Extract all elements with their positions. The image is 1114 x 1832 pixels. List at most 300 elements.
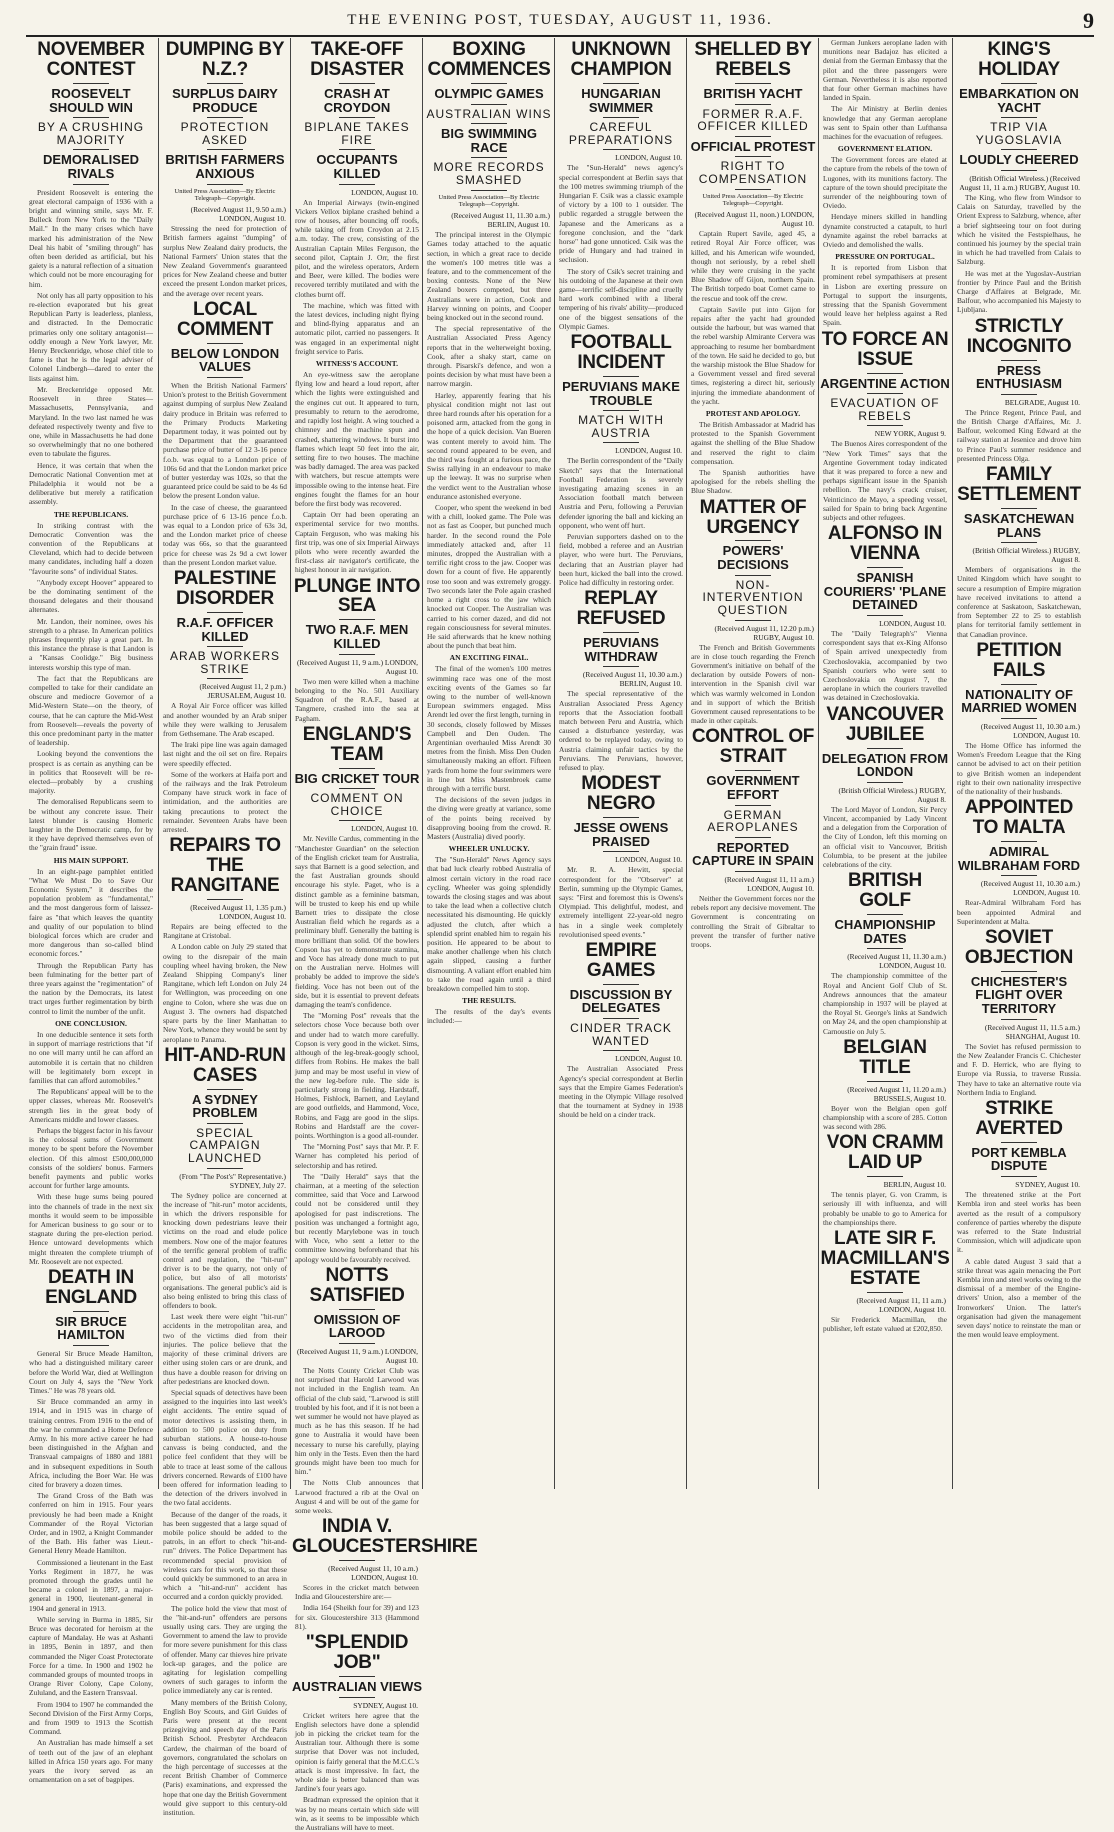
column-6 — [688, 38, 818, 1489]
article-subhead: POWERS' DECISIONS — [717, 543, 789, 573]
article — [820, 1038, 950, 1131]
dateline: (Received August 11, 9 a.m.) LONDON, August 10. — [296, 657, 418, 676]
article-headline: REPAIRS TO THE RANGITANE — [169, 835, 281, 897]
article-subhead: CRASH AT CROYDON — [323, 85, 391, 115]
section-subhead: THE REPUBLICANS. — [53, 509, 129, 519]
paragraph: The Prince Regent, Prince Paul, and the British Charge d'Affaires, Mr. J. Balfour, welcomed King Edward at the railway station at Jesenice and drove him to Prince Paul's summer residence and presented Princess Olga. — [957, 407, 1081, 463]
headline-divider — [603, 632, 639, 633]
article-subhead: SURPLUS DAIRY PRODUCE — [172, 85, 278, 115]
paragraph: Rear-Admiral Wilbraham Ford has been appointed Admiral and Superintendent at Malta. — [957, 898, 1081, 926]
paragraph: The final of the women's 100 metres swimming race was one of the most exciting events of the Games so far owing to the number of well-known European swimmers engaged. Miss Arendt led over the first length, turning in 30 seconds, closely followed by Misses Campbell and Den Ouden. The Argentinian overhauled Miss Arendt 30 metres from the finish. Miss Den Ouden simultaneously making an effort. Fifteen yards from home the four swimmers were in line but Miss Mastenbroek came through with a terrific burst. — [427, 664, 551, 793]
column-rule — [818, 38, 819, 1489]
paragraph: The Notts County Cricket Club was not surprised that Harold Larwood was not included in the English team. An official of the club said, "Larwood is still troubled by his foot, and if it is not been a wet summer he would not have played as much as he has this season. If he had gone to Australia it would have been necessary to nurse his carefully, playing him only in the Tests. Even then the hard grounds might have been too much for him." — [295, 1365, 419, 1477]
article — [688, 40, 818, 496]
article-subhead: PORT KEMBLA DISPUTE — [971, 1144, 1067, 1174]
article-headline: VANCOUVER JUBILEE — [826, 703, 944, 745]
article-headline: MATTER OF URGENCY — [699, 496, 807, 538]
article-subhead: EMBARKATION ON YACHT — [959, 85, 1079, 115]
article-headline: NOTTS SATISFIED — [309, 1264, 405, 1306]
headline-divider — [339, 1309, 375, 1310]
article-headline: TAKE-OFF DISASTER — [310, 39, 404, 80]
dateline: (From "The Post's" Representative.) SYDNEY, July 27. — [179, 1171, 286, 1190]
paragraph: The Soviet has refused permission to the New Zealander Francis C. Chichester and F. D. Herrick, who are flying to Europe via Russia, to traverse Russia. They have to take an alternative route via Northern India to England. — [957, 1041, 1081, 1097]
dateline: (Received August 11, 1.35 p.m.) LONDON, August 10. — [190, 903, 286, 922]
press-credit: United Press Association—By Electric Telegraph—Copyright. — [702, 192, 804, 208]
paragraph: Mr. Landon, their nominee, owes his strength to a phrase. In American politics phrases frequently play a great part. In this instance the phrase is that Landon is a "Kansas Coolidge." Big business interests worship this type of man. — [29, 616, 153, 672]
article-subhead: BRITISH YACHT — [703, 85, 803, 101]
dateline: (Received August 11, 11.20 a.m.) BRUSSELS, August 10. — [847, 1084, 946, 1103]
headline-divider — [73, 184, 109, 185]
paragraph: Sir Frederick Macmillan, the publisher, left estate valued at £202,850. — [823, 1314, 947, 1333]
dateline: (Received August 11, 10 a.m.) LONDON, August 10. — [328, 1564, 418, 1583]
article-headline: TO FORCE AN ISSUE — [821, 328, 949, 370]
headline-divider — [735, 770, 771, 771]
column-7 — [820, 38, 950, 1489]
column-8 — [954, 38, 1084, 1489]
headline-divider — [339, 788, 375, 789]
article — [820, 38, 950, 328]
headline-divider — [603, 817, 639, 818]
headline-divider — [1001, 83, 1037, 84]
paragraph: Hendaye miners skilled in handling dynamite constructed a catapult, to hurl dynamite against the rebel barracks at Oviedo and demolished the walls. — [823, 212, 947, 250]
paragraph: The "Daily Telegraph's" Vienna correspondent says that ex-King Alfonso of Spain arrived unexpectedly from Czechoslovakia, accompanied by two Spanish couriers who were sent to Czechoslovakia on August 7, the aeroplane in which the couriers travelled was detained in Czechoslovakia. — [823, 629, 947, 703]
article — [160, 569, 290, 834]
headline-divider — [603, 666, 639, 667]
paragraph: An Imperial Airways (twin-engined Vickers Vellox biplane crashed behind a row of houses, after bouncing off roofs, while taking off from Croydon at 2.15 a.m. today. The crew, consisting of the Australian Captain Miles Ferguson, the second pilot, Captain J. Orr, the first pilot, and the wireless operators, Ardern and Beer, were killed. The bodies were recovered terribly mutilated and with the clothes burnt off. — [295, 197, 419, 299]
paragraph: The tennis player, G. von Cramm, is seriously ill with influenza, and will probably be unable to go to America for the championships there. — [823, 1190, 947, 1227]
headline-divider — [867, 615, 903, 616]
paragraph: In one deducible sentence it sets forth in support of marriage restrictions that "if no one will marry until he can afford an automobile it is certain that no children will be legitimately born except in families that can afford automobiles." — [29, 1029, 153, 1085]
paragraph: An Australian has made himself a set of teeth out of the jaw of an elephant killed in Africa 150 years ago. For many years the ivory served as an ornamentation on a set of bagpipes. — [29, 1738, 153, 1785]
headline-divider — [867, 914, 903, 915]
headline-divider — [73, 1345, 109, 1346]
paragraph: In striking contrast with the Democratic Convention was the convention of the Republicans at Cleveland, which had to decide between many candidates, including half a dozen "favourite sons" of individual States. — [29, 520, 153, 576]
headline-divider — [1001, 149, 1037, 150]
press-credit: United Press Association—By Electric Telegraph—Copyright. — [438, 193, 540, 209]
dateline: (Received August 11, 9.50 a.m.) LONDON, August 10. — [190, 205, 286, 224]
paragraph: India 164 (Sheikh four for 39) and 123 for six. Gloucestershire 313 (Hammond 81). — [295, 1603, 419, 1631]
paragraph: The decisions of the seven judges in the diving were greatly at variance, some of the points being received by disapproving booing from the crowd. R. Masters (Australia) dived poorly. — [427, 795, 551, 841]
article — [954, 1099, 1084, 1339]
dateline: LONDON, August 10. — [351, 187, 418, 197]
dateline: SYDNEY, August 10. — [353, 1700, 418, 1710]
headline-divider — [1001, 841, 1037, 842]
paragraph: It is reported from Lisbon that prominent rebel sympathisers at present in Lisbon are exerting pressure on Portugal to support the insurgents, stressing that the Spanish Government would leave her helpless against a Red Spain. — [823, 263, 947, 328]
headline-divider — [207, 343, 243, 344]
headline-divider — [207, 117, 243, 118]
paragraph: Perhaps the biggest factor in his favour is the colossal sums of Government money to be spent before the November election. Of this almost £500,000,000 consists of the soldiers' bonus. Farmers benefit payments and public works account for further large amounts. — [29, 1125, 153, 1191]
paragraph: The Air Ministry at Berlin denies knowledge that any German aeroplane was sent to Spain other than Lufthansa machines for the evacuation of refugees. — [823, 104, 947, 142]
headline-divider — [1001, 718, 1037, 719]
article-subhead: CHICHESTER'S FLIGHT OVER TERRITORY — [970, 973, 1068, 1017]
article — [954, 317, 1084, 463]
paragraph: The British Ambassador at Madrid has protested to the Spanish Government against the shelling of the Blue Shadow and reserved the right to claim compensation. — [691, 419, 815, 466]
paragraph: Mr. Neville Cardus, commenting in the "Manchester Guardian" on the selection of the English cricket team for Australia, says that Barnett is a good selection, and the fast Australian grounds should encourage his style. Paget, who is a distinct gamble as a feminine batsman, will be trusted to keep his end up while Barnett tries to dissipate the close Australian field which he regards as a preliminary bluff. Generally the batting is more brilliant than solid. Of the bowlers Copson has yet to demonstrate stamina, and Voce has already done much to put on the Australian nerve. Holmes will probably be added to improve the side's fielding. Voce has not been out of the side, but it is essential to prevent defeats damaging the team's confidence. — [295, 834, 419, 1010]
paragraph: An eye-witness saw the aeroplane flying low and heard a loud report, after which the lights were extinguished and the engines cut out. It appeared to turn, presumably to return to the aerodrome, and rapidly lost height. A wing touched a chimney and the machine spun and crashed, shattering windows. It burst into flames which leapt 50 feet into the air, setting fire to two houses. The machine was badly damaged. The area was packed with watchers, but rescue attempts were impossible owing to the intense heat. Fire engines fought the flames for an hour before the first body was recovered. — [295, 370, 419, 508]
headline-divider — [339, 117, 375, 118]
headline-divider — [867, 748, 903, 749]
paragraph: The special representative of the Australian Associated Press Agency reports that in the welterweight boxing, Cook, after a shaky start, came on through. Pisarski's defence, and won a points decision by what must have been a narrow margin. — [427, 324, 551, 389]
paragraph: Many members of the British Colony, English Boy Scouts, and Girl Guides of Paris were present at the recent prizegiving and speech day of the Paris British School. Presbyter Archdeacon Cardew, the chairman of the board of governors, congratulated the scholars on the high percentage of successes at the recent British Chamber of Commerce (Paris) examinations, and expressed the hope that one day the British Government would give support to this century-old institution. — [163, 1697, 287, 1818]
paragraph: Some of the workers at Haifa port and of the railways and the Irak Petroleum Company have struck work in face of intimidation, and the authorities are taking precautions to protect the remainder. Seventeen Arabs have been arrested. — [163, 769, 287, 835]
article-headline: DEATH IN ENGLAND — [45, 1266, 137, 1308]
dateline: (Received August 11, noon.) LONDON, August 10. — [694, 210, 814, 229]
headline-divider — [735, 136, 771, 137]
article — [954, 928, 1084, 1097]
paragraph: Repairs are being effected to the Rangitane at Cristobal. — [163, 922, 287, 941]
paragraph: The "Sun-Herald" news agency's special correspondent at Berlin says that the 100 metres swimming triumph of the Hungarian F. Csik was a classic example of victory by a 100 to 1 outsider. The public regarded a struggle between the Japanese and the Americans as a foregone conclusion, and the "dark horse" had gone unnoticed. Csik was the pride of Hungary and had trained in seclusion. — [559, 163, 683, 265]
headline-divider — [867, 948, 903, 949]
headline-divider — [471, 157, 507, 158]
article-subhead: DEMORALISED RIVALS — [42, 152, 140, 181]
headline-divider — [207, 1168, 243, 1169]
paragraph: Boyer won the Belgian open golf championship with a score of 285. Cotton was second with 286. — [823, 1103, 947, 1132]
article-headline: KING'S HOLIDAY — [978, 39, 1060, 80]
paragraph: Members of organisations in the United Kingdom which have sought to secure a resumption of Empire migration have received invitations to attend a conference at Saskatoon, Saskatchewan, from September 22 to 25 to establish plans for territorial family settlement in that Canadian province. — [957, 565, 1081, 639]
article-subhead: PERUVIANS MAKE TROUBLE — [562, 378, 680, 408]
paragraph: Captain Savile put into Gijon for repairs after the yacht had grounded outside the harbour, but was warned that the rebel warship Almirante Cervera was approaching to resume her bombardment of the town. He said he decided to go, but the warship mistook the Blue Shadow for a Government vessel and fired several times, registering a direct hit, seriously injuring the immediate abandonment of the yacht. — [691, 304, 815, 406]
dateline: (British Official Wireless.) RUGBY, August 8. — [838, 785, 946, 804]
dateline: (Received August 11, 10.30 a.m.) LONDON, August 10. — [980, 879, 1080, 898]
article — [26, 1268, 156, 1785]
paragraph: Last week there were eight "hit-run" accidents in the metropolitan area, and two of the victims died from their injuries. The police believe that the majority of these criminal drivers are either using stolen cars or are drunk, and thus have a double reason for driving on after pedestrians are knocked down. — [163, 1312, 287, 1386]
paragraph: While serving in Burma in 1885, Sir Bruce was decorated for heroism at the capture of Mandalay. He was at Ashanti in 1895, Benin in 1897, and then commanded the Niger Coast Protectorate Force for a time. In 1900 and 1902 he commanded groups of mounted troops in Orange River Colony, Cape Colony, Zululand, and the Eastern Transvaal. — [29, 1614, 153, 1698]
paragraph: Two men were killed when a machine belonging to the No. 501 Auxiliary Squadron of the R.A.F., based at Tangmere, crashed into the sea at Pagham. — [295, 676, 419, 723]
headline-divider — [735, 837, 771, 838]
dateline: (Received August 11, 11 a.m.) LONDON, August 10. — [724, 875, 814, 893]
paragraph: In the case of cheese, the guaranteed purchase price of 6 13-16 pence f.o.b. was equal to a London price of 63s 3d, and the London market price of cheese today was 66s, so that the guaranteed price for cheese was 2s 9d a cwt lower than the present London market value. — [163, 502, 287, 567]
headline-divider — [1001, 508, 1037, 509]
dateline: (Received August 11, 12.20 p.m.) RUGBY, August 10. — [714, 623, 814, 642]
headline-divider — [735, 805, 771, 806]
paragraph: The Government forces are elated at the capture from the rebels of the town of Lugones, with its munitions factory. The capture of the town should precipitate the surrender of the neighbouring town of Oviedo. — [823, 155, 947, 211]
dateline: (Received August 11, 11 a.m.) LONDON, August 10. — [856, 1295, 946, 1314]
headline-divider — [603, 851, 639, 852]
article — [820, 705, 950, 870]
paragraph: The Sydney police are concerned at the increase of "hit-run" motor accidents, in which the drivers responsible for knocking down pedestrians leave their victims on the road and elude police members. Now one of the major features of the terrific general problem of traffic control and regulation, the "hit-run" driver is to be the quarry, not only of police, but also of all motorists' organisations. The general public's aid is also being enlisted to bring this class of offenders to book. — [163, 1190, 287, 1311]
article-headline: BELGIAN TITLE — [843, 1036, 927, 1078]
paragraph: The threatened strike at the Port Kembla iron and steel works has been averted as the result of a compulsory conference of parties whereby the dispute was referred to the State Industrial Commission, which will adjudicate upon it. — [957, 1190, 1081, 1255]
headline-divider — [1001, 971, 1037, 972]
paragraph: In an eight-page pamphlet entitled "What We Must Do to Save Our Economic System," it describes the population problem as "fundamental," and the most dangerous form of laissez-faire as "that which leaves the quantity and quality of our population to blind biological forces which are cruder and more dangerous than so-called blind economic forces." — [29, 866, 153, 959]
article-subhead: BY A CRUSHING MAJORITY — [37, 120, 145, 147]
article-headline: EMPIRE GAMES — [585, 939, 657, 981]
section-subhead: AN EXCITING FINAL. — [449, 653, 529, 663]
section-subhead: WHEELER UNLUCKY. — [448, 844, 530, 854]
dateline: (British Official Wireless.) RUGBY, August 8. — [972, 546, 1080, 565]
column-rule — [686, 38, 687, 1489]
article-headline: BRITISH GOLF — [848, 870, 922, 912]
column-rule — [290, 38, 291, 1489]
headline-divider — [471, 190, 507, 191]
dateline: LONDON, August 10. — [879, 619, 946, 629]
column-3 — [292, 38, 478, 1832]
article-headline: BOXING COMMENCES — [427, 39, 551, 80]
article — [688, 498, 818, 726]
headline-divider — [339, 619, 375, 620]
column-rule — [952, 38, 953, 1489]
headline-divider — [735, 189, 771, 190]
headline-divider — [1001, 1142, 1037, 1143]
headline-divider — [339, 820, 375, 821]
article-subhead: COMMENT ON CHOICE — [310, 791, 404, 818]
article-headline: "SPLENDID JOB" — [305, 1632, 409, 1673]
headline-divider — [603, 149, 639, 150]
article-subhead: SIR BRUCE HAMILTON — [55, 1313, 127, 1343]
article — [160, 836, 290, 1043]
article — [556, 333, 686, 587]
article — [292, 577, 422, 723]
paragraph: "Anybody except Hoover" appeared to be the dominating sentiment of the thousand delegates and their thousand alternates. — [29, 577, 153, 615]
headline-divider — [207, 678, 243, 679]
article-subhead: PERUVIANS WITHDRAW — [583, 635, 659, 664]
paragraph: Captain Orr had been operating an experimental service for two months. Captain Ferguson, who was making his first trip, was one of six Imperial Airways pilots who were recently awarded the first-class air navigator's certificate, the highest honour in air navigation. — [295, 510, 419, 575]
headline-divider — [339, 1560, 375, 1561]
headline-divider — [1001, 1019, 1037, 1020]
article-subhead: BIPLANE TAKES FIRE — [304, 120, 410, 147]
paragraph: The "Sun-Herald" News Agency says that bad luck clearly robbed Australia of almost certain victory in the road race cycling. Wheeler was going splendidly towards the closing stages and was about to take the lead when a collective clutch necessitated his dismounting. He quickly adjusted the clutch, after which a splendid sprint enabled him to regain his position. He appeared to be about to make another challenge when his clutch again slipped, causing a further dismounting. A valiant effort enabled him to take the road again until a third breakdown compelled him to stop. — [427, 855, 551, 994]
headline-divider — [73, 117, 109, 118]
article-subhead: HUNGARIAN SWIMMER — [581, 85, 661, 115]
article-subhead: ADMIRAL WILBRAHAM FORD — [957, 844, 1081, 873]
article-headline: PALESTINE DISORDER — [173, 568, 277, 609]
headline-divider — [867, 782, 903, 783]
article — [556, 589, 686, 772]
headline-divider — [339, 654, 375, 655]
article-subhead: NATIONALITY OF MARRIED WOMEN — [961, 686, 1077, 716]
dateline: (Received August 11, 9 a.m.) LONDON, August 10. — [296, 1346, 418, 1365]
headline-divider — [603, 83, 639, 84]
headline-divider — [73, 1311, 109, 1312]
paragraph: The Republicans' appeal will be to the upper classes, whereas Mr. Roosevelt's strength lies in the great body of Americans middle and lower classes. — [29, 1087, 153, 1124]
article — [292, 1516, 478, 1631]
article-subhead: BELOW LONDON VALUES — [170, 345, 280, 375]
paragraph: The fact that the Republicans are compelled to take for their candidate an obscure and mediocre Governor of a Mid-Western State—on the theory, of course, that he can capture the Mid-West from Roosevelt—reveals the poverty of this once predominant party in the matter of leadership. — [29, 673, 153, 748]
paragraph: He was met at the Yugoslav-Austrian frontier by Prince Paul and the British Charge d'Affaires at Belgrade, Mr. Balfour, who accompanied his Majesty to Ljubljana. — [957, 268, 1081, 315]
paragraph: Mr. R. A. Hewitt, special correspondent for the "Observer" at Berlin, summing up the Olympic Games, says: "First and foremost this is Owens's Olympiad. This delightful, modest, and extremely intelligent 22-year-old negro has in a single week completely revolutionised speed events." — [559, 865, 683, 939]
paragraph: With these huge sums being poured into the channels of trade in the next six months it would seem to be impossible for American business to go sour or to stagnate during the pre-election period. Hence untoward developments which might threaten the complete triumph of Mr. Roosevelt are not expected. — [29, 1192, 153, 1266]
paragraph: The principal interest in the Olympic Games today attached to the aquatic section, in which a great race to decide the women's 100 metres title was a feature, and to the commencement of the boxing contests. None of the New Zealand boxers competed, but three Australians were in action, Cook and Harvey winning on points, and Cooper being knocked out in the second round. — [427, 230, 551, 322]
article-subhead: OMISSION OF LAROOD — [313, 1311, 401, 1341]
headline-divider — [735, 620, 771, 621]
paragraph: Scores in the cricket match between India and Gloucestershire are:— — [295, 1583, 419, 1602]
section-subhead: PROTEST AND APOLOGY. — [705, 408, 801, 418]
article-subhead: A SYDNEY PROBLEM — [192, 1091, 258, 1121]
headline-divider — [603, 442, 639, 443]
dateline: (Received August 11, 2 p.m.) JERUSALEM, August 10. — [199, 682, 286, 701]
paragraph: Harley, apparently fearing that his physical condition might not last out three hard rounds after his operation for a poisoned arm, attacked from the gong in the hope of a quick decision. Van Bueren was content merely to avoid him. The second round appeared to be even, and the third was fought at a furious pace, the Swiss rallying in an endeavour to make up the leeway. It was no surprise when the verdict went to the Australian whose endurance astonished everyone. — [427, 390, 551, 501]
article — [556, 941, 686, 1120]
dateline: SYDNEY, August 10. — [1015, 1180, 1080, 1190]
headline-divider — [339, 184, 375, 185]
article — [292, 1266, 422, 1515]
article — [292, 725, 422, 1264]
headline-divider — [603, 376, 639, 377]
paragraph: German Junkers aeroplane laden with munitions near Badajoz has elicited a denial from the German Embassy that the pilot and the three passengers were German. Nevertheless it is also reported that four other German machines have landed in Spain. — [823, 38, 947, 103]
article-headline: MODEST NEGRO — [581, 773, 661, 815]
headline-divider — [867, 393, 903, 394]
article-subhead: R.A.F. OFFICER KILLED — [176, 614, 274, 644]
paragraph: The "Daily Herald" says that the chairman, at a meeting of the selection committee, said that Voce and Larwood could not be considered until they apologised for past indiscretions. The position was unchanged a fortnight ago, but recently Marylebone was in touch with Voce, who sent a letter to the committee knowing beforehand that his apology would be favourably received. — [295, 1171, 419, 1264]
paragraph: The Buenos Aires correspondent of the "New York Times" says that the Argentine Government today indicated that it was prepared to force a new and perhaps significant issue in the Spanish rebellion. The navy's crack cruiser, Veinticinco de Mayo, a speeding vessel, sailed for Spain to bring back Argentine subjects and other refugees. — [823, 439, 947, 523]
article-headline: INDIA V. GLOUCESTERSHIRE — [292, 1516, 478, 1558]
article — [820, 330, 950, 523]
article-subhead: ARGENTINE ACTION — [820, 375, 950, 391]
headline-divider — [471, 83, 507, 84]
dateline: (British Official Wireless.) (Received August 11, 11 a.m.) RUGBY, August 10. — [959, 173, 1080, 192]
article-headline: FOOTBALL INCIDENT — [570, 332, 672, 373]
paragraph: The Berlin correspondent of the "Daily Sketch" says that the International Football Federation is severely investigating amazing scenes in an Association football match between Austria and Peru, following a Peruvian defender ignoring the ball and kicking an opponent, who went off hurt. — [559, 456, 683, 530]
article — [820, 1229, 950, 1333]
headline-divider — [1001, 394, 1037, 395]
paragraph: The results of the day's events included:— — [427, 1007, 551, 1026]
column-5 — [556, 38, 686, 1489]
article — [160, 40, 290, 298]
headline-divider — [207, 149, 243, 150]
paragraph: The Lord Mayor of London, Sir Percy Vincent, accompanied by Lady Vincent and a delegation from the Corporation of the City of London, left this morning on an official visit to Vancouver, British Columbia, to be present at the jubilee celebrations of the city. — [823, 804, 947, 870]
headline-divider — [1001, 117, 1037, 118]
article-subhead: EVACUATION OF REBELS — [830, 396, 940, 423]
paragraph: A cable dated August 3 said that a strike threat was again menacing the Port Kembla iron and steel works owing to the dismissal of a member of the Engine-drivers' Union, also a member of the Ironworkers' Union. The latter's organisation had given the management seven days' notice to reinstate the man or the men would leave employment. — [957, 1256, 1081, 1340]
paragraph: The "Morning Post" reveals that the selectors chose Voce because both over and under had to watch more carefully. Copson is very good in the wicket. Sims, although of the leg-break-googly school, differs from Robins. He makes the ball jump and may be most useful in view of the new leg-before rule. The side is particularly strong in fielding. Hardstaff, Holmes, Fishlock, Barnett, and Leyland are good outfields, and Hammond, Voce, Robins, and Fagg are good in the slips. Robins and Hardstaff are the cover-points. Worthington is a good all-rounder. — [295, 1011, 419, 1140]
dateline: (Received August 11, 11.30 a.m.) LONDON, August 10. — [847, 952, 946, 971]
section-subhead: THE RESULTS. — [462, 996, 516, 1006]
article-subhead: JESSE OWENS PRAISED — [573, 820, 669, 849]
paragraph: The special representative of the Australian Associated Press Agency reports that the Association football match between Peru and Austria, which caused a disturbance yesterday, was ordered to be replayed today, owing to Austria claiming unfair tactics by the Peruvians. The Peruvians, however, refused to play. — [559, 689, 683, 772]
article-subhead: CHAMPIONSHIP DATES — [834, 917, 936, 946]
article-headline: LATE SIR F. MACMILLAN'S ESTATE — [820, 1227, 950, 1289]
article — [160, 1046, 290, 1818]
article-subhead: DISCUSSION BY DELEGATES — [569, 986, 673, 1016]
column-1 — [26, 38, 156, 1785]
headline-divider — [867, 567, 903, 568]
headline-divider — [471, 123, 507, 124]
article-subhead: PROTECTION ASKED — [180, 120, 270, 147]
article-subhead: CAREFUL PREPARATIONS — [568, 120, 674, 147]
paragraph: The machine, which was fitted with the latest devices, including night flying and blind-flying apparatus and an automatic pilot, carried no passengers. It was engaged in an experimental night freight service to Paris. — [295, 300, 419, 356]
article-headline: FAMILY SETTLEMENT — [957, 464, 1081, 505]
article-subhead: REPORTED CAPTURE IN SPAIN — [692, 839, 814, 869]
dateline: LONDON, August 10. — [615, 446, 682, 456]
article-headline: REPLAY REFUSED — [576, 588, 666, 630]
headline-divider — [207, 646, 243, 647]
article — [954, 40, 1084, 315]
dateline: LONDON, August 10. — [615, 855, 682, 865]
masthead-title: THE EVENING POST, TUESDAY, AUGUST 11, 1936. — [347, 12, 773, 28]
headline-divider — [339, 1697, 375, 1698]
article-subhead: DELEGATION FROM LONDON — [821, 750, 949, 780]
headline-divider — [1001, 542, 1037, 543]
article-subhead: GOVERNMENT EFFORT — [706, 773, 800, 802]
paragraph: Special squads of detectives have been assigned to the inquiries into last week's eight accidents. The entire squad of motor detectives is assisting them, in addition to 500 police on duty from suburban stations. A house-to-house canvass is being conducted, and the police feel confident that they will be able to trace at least some of the callous drivers concerned. Rewards of £100 have been offered for information leading to the detection of the drivers involved in the two fatal accidents. — [163, 1387, 287, 1508]
paragraph: The Notts Club announces that Larwood fractured a rib at the Oval on August 4 and will be out of the game for some weeks. — [295, 1478, 419, 1515]
headline-divider — [207, 1089, 243, 1090]
article-headline: CONTROL OF STRAIT — [691, 726, 815, 768]
dateline: (Received August 11, 11.30 a.m.) BERLIN, August 10. — [451, 211, 550, 230]
dateline: BERLIN, August 10. — [883, 1180, 946, 1190]
article — [820, 524, 950, 702]
column-rule — [158, 38, 159, 1489]
headline-divider — [735, 871, 771, 872]
article — [556, 40, 686, 331]
article-subhead: SPECIAL CAMPAIGN LAUNCHED — [187, 1125, 262, 1166]
article — [292, 40, 422, 575]
paragraph: Sir Bruce commanded an army in 1914, and in 1915 was in charge of training centres. From 1916 to the end of the war he commanded a Home Defence Army. In his more active career he had been distinguished in the Afghan and Transvaal campaigns of 1880 and 1881 and in subsequent expeditions in South Africa, including the Boer War. He was cited for bravery a dozen times. — [29, 1397, 153, 1489]
headline-divider — [207, 612, 243, 613]
dateline: (Received August 11, 11.5 a.m.) SHANGHAI, August 10. — [984, 1022, 1080, 1041]
paragraph: The police hold the view that most of the "hit-and-run" offenders are persons usually using cars. They are urging the Government to amend the law to provide for more severe punishment for this class of offender. Many car thieves hire private lock-up garages, and the police are agitating for legislation compelling owners of such garages to inform the police immediately any car is rented. — [163, 1603, 287, 1696]
headline-divider — [1001, 1176, 1037, 1177]
section-subhead: PRESSURE ON PORTUGAL. — [835, 252, 935, 262]
headline-divider — [867, 425, 903, 426]
headline-divider — [339, 768, 375, 769]
headline-divider — [735, 575, 771, 576]
dateline: (Received August 11, 10.30 a.m.) BERLIN, August 10. — [582, 670, 682, 689]
paragraph: From 1904 to 1907 he commanded the Second Division of the First Army Corps, and from 1909 to 1913 the Scottish Command. — [29, 1699, 153, 1737]
headline-divider — [207, 377, 243, 378]
article-headline: PLUNGE INTO SEA — [293, 575, 421, 617]
headline-divider — [207, 1123, 243, 1124]
dateline: LONDON, August 10. — [351, 824, 418, 834]
dateline: LONDON, August 10. — [615, 153, 682, 163]
article-subhead: MATCH WITH AUSTRIA — [578, 413, 664, 440]
article-headline: ALFONSO IN VIENNA — [827, 523, 943, 565]
paragraph: Neither the Government forces nor the rebels report any decisive movement. The Government is concentrating on controlling the Strait of Gibraltar to prevent the transfer of further native troops. — [691, 894, 815, 950]
paragraph: Stressing the need for protection of British farmers against "dumping" of surplus New Zealand dairy products, the National Farmers' Union states that the New Zealand Government's guaranteed prices for New Zealand cheese and butter exceed the present London market prices, and the average over recent years. — [163, 224, 287, 298]
masthead-rule — [26, 35, 1094, 37]
headline-divider — [1001, 170, 1037, 171]
article-headline: PETITION FAILS — [976, 639, 1062, 681]
article — [688, 727, 818, 949]
article-headline: HIT-AND-RUN CASES — [164, 1044, 286, 1086]
headline-divider — [867, 1176, 903, 1177]
article — [820, 1133, 950, 1227]
paragraph: Looking beyond the conventions the prospect is as certain as anything can be in politics that Roosevelt will be re-elected—probably by a crushing majority. — [29, 749, 153, 796]
article-subhead: AUSTRALIAN WINS — [426, 106, 552, 121]
headline-divider — [603, 117, 639, 118]
article-subhead: TRIP VIA YUGOSLAVIA — [975, 120, 1063, 147]
dateline: LONDON, August 10. — [615, 1054, 682, 1064]
paragraph: A London cable on July 29 stated that owing to the disrepair of the main coupling wheel having broken, the New Zealand Shipping Company's liner Rangitane, which left London on July 24 for Wellington, was proceeding on one engine to Colon, where she was due on August 3. The owners had dispatched spare parts by the liner Manhattan to New York, whence they would be sent by aeroplane to Panama. — [163, 942, 287, 1044]
column-4 — [424, 38, 554, 1489]
article-headline: SHELLED BY REBELS — [694, 39, 812, 80]
headline-divider — [207, 184, 243, 185]
headline-divider — [735, 83, 771, 84]
section-subhead: WITNESS'S ACCOUNT. — [315, 359, 399, 369]
paragraph: Cricket writers here agree that the English selectors have done a splendid job in picking the cricket team for the Australian tour. Although there is some surprise that Dover was not included, opinion is fairly general that the M.C.C.'s attack is most impressive. In fact, the whole side is better balanced than was Jardine's four years ago. — [295, 1710, 419, 1794]
article — [424, 40, 554, 1026]
press-credit: United Press Association—By Electric Telegraph—Copyright. — [174, 187, 276, 203]
article-subhead: ROOSEVELT SHOULD WIN — [49, 85, 133, 115]
paragraph: Captain Rupert Savile, aged 45, a retired Royal Air Force officer, was killed, and his American wife wounded, though not seriously, by a rebel shell while they were cruising in the yacht Blue Shadow off Gijon, northern Spain. The British torpedo boat Comet came to the rescue and took off the crew. — [691, 229, 815, 303]
paragraph: When the British National Farmers' Union's protest to the British Government against dumping of surplus New Zealand dairy produce in Britain was referred to the Primary Products Marketing Department today, it was pointed out by the Department that the guaranteed purchase price of butter of 12 3-16 pence f.o.b. was equal to a London price of 106s 6d and that the London market price of butter yesterday was 102s, so that the guaranteed price could be said to be 4s 6d below the present London value. — [163, 381, 287, 501]
article-subhead: OCCUPANTS KILLED — [316, 152, 398, 181]
article-headline: NOVEMBER CONTEST — [37, 39, 145, 80]
article-subhead: AUSTRALIAN VIEWS — [292, 1678, 422, 1694]
article-subhead: SASKATCHEWAN PLANS — [963, 510, 1075, 540]
article-headline: VON CRAMM LAID UP — [826, 1132, 944, 1174]
article-subhead: FORMER R.A.F. OFFICER KILLED — [697, 106, 809, 134]
dateline: BELGRADE, August 10. — [1004, 397, 1080, 407]
headline-divider — [339, 1676, 375, 1677]
headline-divider — [603, 1050, 639, 1051]
paragraph: The Australian Associated Press Agency's special correspondent at Berlin says that the Empire Games Federation's meeting in the Olympic Village resolved that the tournament at Sydney in 1938 should be held on a cinder track. — [559, 1064, 683, 1120]
paragraph: The Iraki pipe line was again damaged last night and the oil set on fire. Repairs were speedily effected. — [163, 740, 287, 768]
headline-divider — [735, 540, 771, 541]
paragraph: The championship committee of the Royal and Ancient Golf Club of St. Andrews announces that the amateur championship in 1937 will be played at the Royal St. George's links at Sandwich on May 24, and the open championship at Carnoustie on July 5. — [823, 971, 947, 1036]
article-headline: DUMPING BY N.Z.? — [165, 39, 285, 80]
article-subhead: MORE RECORDS SMASHED — [433, 160, 545, 187]
